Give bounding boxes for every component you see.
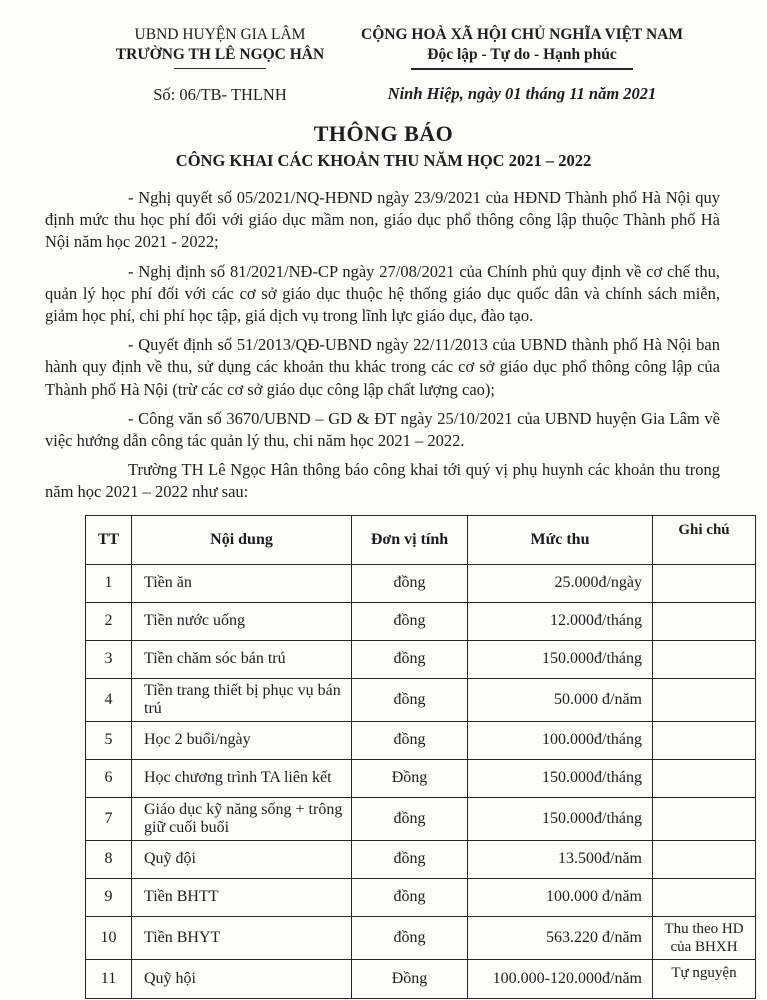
unit-cell: Đồng [352, 959, 468, 998]
row-number-cell: 10 [86, 916, 132, 959]
row-number-cell: 4 [86, 678, 132, 721]
item-name-cell: Tiền BHYT [132, 916, 352, 959]
unit-cell: đồng [352, 840, 468, 878]
paragraph-legal-basis-1: - Nghị quyết số 05/2021/NQ-HĐND ngày 23/9/2021 của HĐND Thành phố Hà Nội quy định mức thu học phí đối với giáo dục mầm non, giáo dục phổ thông công lập thuộc Thành phố Hà Nội năm học 2021 - 2022; [45, 188, 720, 252]
unit-cell: đồng [352, 797, 468, 840]
row-number-cell: 5 [86, 721, 132, 759]
amount-cell: 100.000 đ/năm [468, 878, 653, 916]
item-name-cell: Giáo dục kỹ năng sống + trông giữ cuối buổi [132, 797, 352, 840]
row-number-cell: 2 [86, 602, 132, 640]
document-subtitle: CÔNG KHAI CÁC KHOẢN THU NĂM HỌC 2021 – 2022 [175, 151, 592, 170]
document-body [45, 187, 720, 504]
item-name-cell: Học 2 buổi/ngày [132, 721, 352, 759]
header-cell-don-vi-tinh: Đơn vị tính [352, 515, 468, 564]
table-row [86, 759, 756, 797]
row-number-cell: 9 [86, 878, 132, 916]
amount-cell: 50.000 đ/năm [468, 678, 653, 721]
fees-table-body [86, 564, 756, 998]
document-header [0, 25, 767, 105]
note-cell: Thu theo HD của BHXH [653, 916, 756, 959]
table-row [86, 797, 756, 840]
note-cell [653, 840, 756, 878]
table-row [86, 959, 756, 998]
amount-cell: 563.220 đ/năm [468, 916, 653, 959]
paragraph-legal-basis-4: - Công văn số 3670/UBND – GD & ĐT ngày 25/10/2021 của UBND huyện Gia Lâm về việc hướng dẫn công tác quản lý thu, chi năm học 2021 – 2022. [45, 408, 720, 451]
row-number-cell: 8 [86, 840, 132, 878]
note-cell [653, 797, 756, 840]
amount-cell: 150.000đ/tháng [468, 797, 653, 840]
table-row [86, 678, 756, 721]
unit-cell: đồng [352, 564, 468, 602]
note-cell [653, 721, 756, 759]
unit-cell: đồng [352, 602, 468, 640]
note-cell [653, 602, 756, 640]
note-cell [653, 564, 756, 602]
row-number-cell: 7 [86, 797, 132, 840]
national-motto-block [354, 25, 690, 104]
item-name-cell: Quỹ đội [132, 840, 352, 878]
amount-cell: 13.500đ/năm [468, 840, 653, 878]
amount-cell: 150.000đ/tháng [468, 640, 653, 678]
org-parent: UBND HUYỆN GIA LÂM [134, 26, 306, 43]
document-title: THÔNG BÁO [313, 121, 454, 146]
fees-table [85, 515, 756, 999]
table-row [86, 564, 756, 602]
amount-cell: 150.000đ/tháng [468, 759, 653, 797]
table-row [86, 840, 756, 878]
table-row [86, 721, 756, 759]
fees-table-head [86, 515, 756, 564]
paragraph-legal-basis-2: - Nghị định số 81/2021/NĐ-CP ngày 27/08/2021 của Chính phủ quy định về cơ chế thu, quản lý học phí đối với các cơ sở giáo dục thuộc hệ thống giáo dục quốc dân và chính sách miễn, giảm học phí, chi phí học tập, giá dịch vụ trong lĩnh lực giáo dục, đào tạo. [45, 261, 720, 326]
row-number-cell: 11 [86, 959, 132, 998]
unit-cell: đồng [352, 721, 468, 759]
unit-cell: Đồng [352, 759, 468, 797]
table-row [86, 878, 756, 916]
paragraph-announcement: Trường TH Lê Ngọc Hân thông báo công khai tới quý vị phụ huynh các khoản thu trong năm học 2021 – 2022 như sau: [45, 460, 720, 502]
national-title: CỘNG HOÀ XÃ HỘI CHỦ NGHĨA VIỆT NAM [361, 26, 683, 43]
amount-cell: 100.000-120.000đ/năm [468, 959, 653, 998]
table-row [86, 916, 756, 959]
unit-cell: đồng [352, 878, 468, 916]
header-cell-noi-dung: Nội dung [132, 515, 352, 564]
table-row [86, 602, 756, 640]
item-name-cell: Tiền nước uống [132, 602, 352, 640]
unit-cell: đồng [352, 640, 468, 678]
header-row [86, 515, 756, 564]
place-and-date: Ninh Hiệp, ngày 01 tháng 11 năm 2021 [387, 84, 657, 103]
paragraph-legal-basis-3: - Quyết định số 51/2013/QĐ-UBND ngày 22/11/2013 của UBND thành phố Hà Nội ban hành quy định về thu, sử dụng các khoản thu khác trong các cơ sở giáo dục phổ thông công lập của Thành phố Hà Nội (trừ các cơ sở giáo dục công lập chất lượng cao); [45, 335, 720, 399]
note-cell [653, 759, 756, 797]
amount-cell: 12.000đ/tháng [468, 602, 653, 640]
note-cell [653, 678, 756, 721]
unit-cell: đồng [352, 678, 468, 721]
row-number-cell: 3 [86, 640, 132, 678]
item-name-cell: Quỹ hội [132, 959, 352, 998]
header-cell-ghi-chu: Ghi chú [653, 515, 756, 564]
item-name-cell: Tiền trang thiết bị phục vụ bán trú [132, 678, 352, 721]
table-row [86, 640, 756, 678]
row-number-cell: 6 [86, 759, 132, 797]
item-name-cell: Tiền ăn [132, 564, 352, 602]
header-cell-muc-thu: Mức thu [468, 515, 653, 564]
unit-cell: đồng [352, 916, 468, 959]
title-block [0, 121, 767, 172]
item-name-cell: Tiền chăm sóc bán trú [132, 640, 352, 678]
org-name: TRƯỜNG TH LÊ NGỌC HÂN [115, 46, 325, 63]
issuing-org-block [86, 25, 354, 105]
note-cell [653, 640, 756, 678]
note-cell [653, 878, 756, 916]
item-name-cell: Học chương trình TA liên kết [132, 759, 352, 797]
document-number: Số: 06/TB- THLNH [153, 85, 287, 104]
header-cell-tt: TT [86, 515, 132, 564]
org-underline [174, 68, 266, 69]
motto-underline [411, 68, 633, 70]
amount-cell: 25.000đ/ngày [468, 564, 653, 602]
amount-cell: 100.000đ/tháng [468, 721, 653, 759]
note-cell: Tự nguyện [653, 959, 756, 998]
national-motto: Độc lập - Tự do - Hạnh phúc [427, 46, 617, 63]
row-number-cell: 1 [86, 564, 132, 602]
item-name-cell: Tiền BHTT [132, 878, 352, 916]
